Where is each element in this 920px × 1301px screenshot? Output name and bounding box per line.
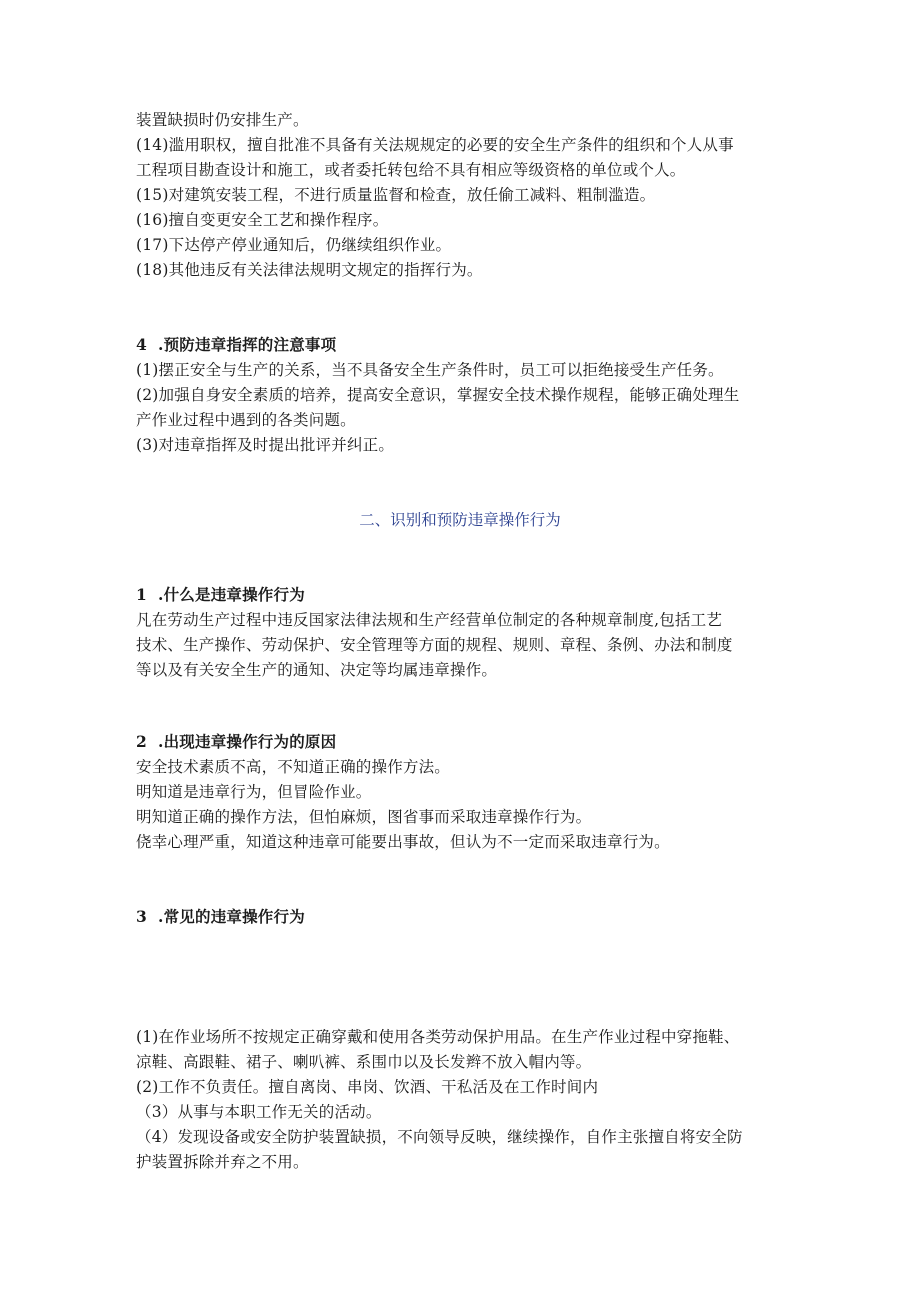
paragraph-line: 侥幸心理严重，知道这种违章可能要出事故，但认为不一定而采取违章行为。 — [136, 833, 670, 851]
paragraph-line: 装置缺损时仍安排生产。 — [136, 111, 309, 129]
list-item: (15)对建筑安装工程，不进行质量监督和检查，放任偷工减料、粗制滥造。 — [136, 186, 656, 204]
section-heading — [136, 583, 796, 607]
list-item: （4）发现设备或安全防护装置缺损，不向领导反映，继续操作，自作主张擅自将安全防 — [136, 1128, 743, 1146]
heading-number: 3 — [136, 907, 147, 926]
heading-number: 1 — [136, 585, 147, 604]
paragraph-line: 明知道正确的操作方法，但怕麻烦，图省事而采取违章操作行为。 — [136, 808, 592, 826]
paragraph-line: 安全技术素质不高，不知道正确的操作方法。 — [136, 758, 451, 776]
list-item: (3)对违章指挥及时提出批评并纠正。 — [136, 436, 395, 454]
paragraph-line: 产作业过程中遇到的各类问题。 — [136, 411, 356, 429]
list-item: (2)加强自身安全素质的培养，提高安全意识，掌握安全技术操作规程，能够正确处理生 — [136, 386, 740, 404]
part-title: 二、识别和预防违章操作行为 — [359, 511, 561, 529]
paragraph-line: 明知道是违章行为，但冒险作业。 — [136, 783, 372, 801]
list-item: （3）从事与本职工作无关的活动。 — [136, 1103, 382, 1121]
list-item: (1)摆正安全与生产的关系，当不具备安全生产条件时，员工可以拒绝接受生产任务。 — [136, 361, 724, 379]
paragraph-line: 凡在劳动生产过程中违反国家法律法规和生产经营单位制定的各种规章制度,包括工艺 — [136, 611, 723, 629]
heading-number: 4 — [136, 335, 147, 354]
paragraph-line: 等以及有关安全生产的通知、决定等均属违章操作。 — [136, 661, 498, 679]
list-item: (14)滥用职权，擅自批准不具备有关法规规定的必要的安全生产条件的组织和个人从事 — [136, 136, 734, 154]
list-item: (18)其他违反有关法律法规明文规定的指挥行为。 — [136, 261, 483, 279]
section-heading — [136, 730, 796, 754]
list-item: (2)工作不负责任。擅自离岗、串岗、饮酒、干私活及在工作时间内 — [136, 1078, 599, 1096]
section-heading — [136, 333, 796, 357]
list-item: (1)在作业场所不按规定正确穿戴和使用各类劳动保护用品。在生产作业过程中穿拖鞋、 — [136, 1028, 740, 1046]
heading-number: 2 — [136, 732, 147, 751]
paragraph-line: 护装置拆除并弃之不用。 — [136, 1153, 309, 1171]
paragraph-line: 技术、生产操作、劳动保护、安全管理等方面的规程、规则、章程、条例、办法和制度 — [136, 636, 733, 654]
heading-title: .出现违章操作行为的原因 — [158, 732, 337, 751]
section-heading — [136, 905, 796, 929]
heading-title: .什么是违章操作行为 — [158, 585, 305, 604]
list-item: (16)擅自变更安全工艺和操作程序。 — [136, 211, 389, 229]
heading-title: .常见的违章操作行为 — [158, 907, 305, 926]
heading-title: .预防违章指挥的注意事项 — [158, 335, 337, 354]
paragraph-line: 工程项目勘查设计和施工，或者委托转包给不具有相应等级资格的单位或个人。 — [136, 161, 686, 179]
paragraph-line: 凉鞋、高跟鞋、裙子、喇叭裤、系围巾以及长发辫不放入帽内等。 — [136, 1053, 592, 1071]
list-item: (17)下达停产停业通知后，仍继续组织作业。 — [136, 236, 452, 254]
